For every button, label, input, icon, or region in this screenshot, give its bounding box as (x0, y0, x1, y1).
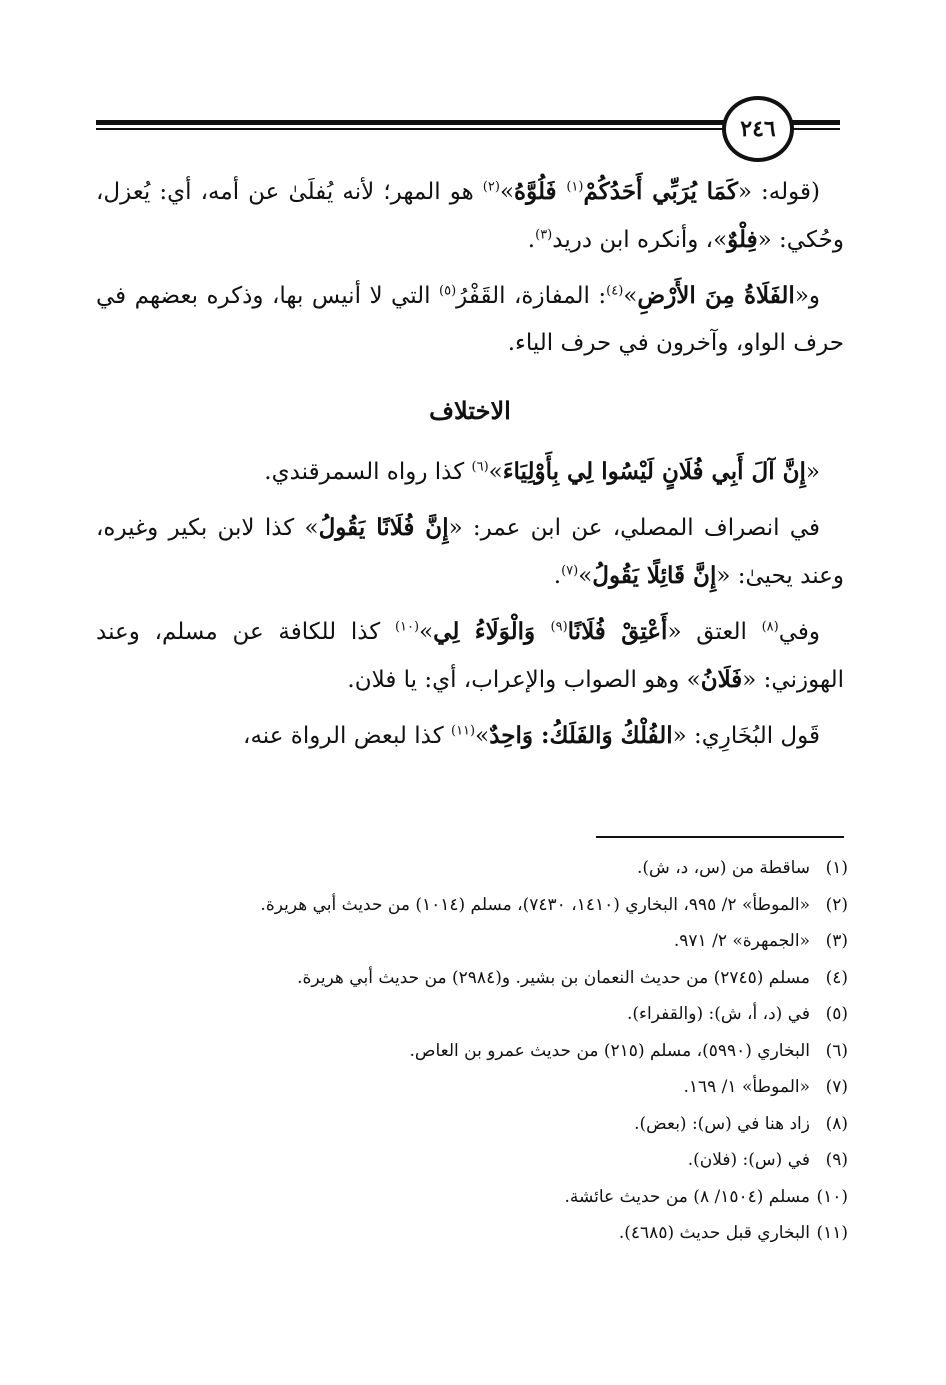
hadith-quote: وَالْوَلَاءُ لِي (433, 618, 551, 645)
footnote-number: (١١) (816, 1223, 848, 1243)
footnote-ref: (١) (566, 179, 584, 195)
footnote-number: (١٠) (816, 1186, 848, 1207)
text: » (488, 459, 503, 485)
text: » (419, 619, 434, 645)
text: كذا لبعض الرواة عنه، (243, 723, 451, 749)
footnote-ref: (١٠) (394, 619, 420, 635)
footnote-text: زاد هنا في (س): (بعض). (634, 1113, 810, 1134)
footnote-text: في (د، أ، ش): (والقفراء). (627, 1004, 810, 1024)
footnote-text: ساقطة من (س، د، ش). (637, 858, 810, 878)
hadith-quote: فِلْوٌ (727, 226, 758, 253)
footnote-ref: (٨) (761, 619, 779, 635)
hadith-quote: أَعْتِقْ فُلَانًا (567, 618, 668, 645)
text: التي لا أنيس بها، وذكره بعضهم في حرف الواو، وآخرون في حرف الياء. (96, 283, 844, 356)
footnote-number: (٨) (825, 1113, 848, 1134)
hadith-quote: الفَلَاةُ مِنَ الأَرْضِ (637, 282, 795, 309)
footnote (96, 887, 848, 924)
text: » (578, 563, 593, 589)
page-number: ٢٤٦ (722, 96, 794, 162)
text: . (553, 563, 562, 589)
footnote-text: مسلم (٢٧٤٥) من حديث النعمان بن بشير. و(٢٩٨٤) من حديث أبي هريرة. (297, 967, 810, 988)
text: وفي (778, 619, 821, 645)
footnote-ref: (٧) (561, 563, 579, 579)
hadith-quote: إِنَّ قَائِلًا يَقُولُ (592, 562, 717, 589)
footnote-text: في (س): (فلان). (687, 1150, 810, 1170)
footnote-ref: (٩) (550, 619, 568, 635)
footnote-text: «الموطأ» ١/ ١٦٩. (683, 1077, 810, 1097)
hadith-quote: فَلَانُ (700, 666, 743, 693)
text: « (805, 459, 820, 485)
footnote (96, 996, 848, 1033)
footnote-text: «الجمهرة» ٢/ ٩٧١. (673, 931, 810, 951)
text: » (499, 179, 515, 205)
footnote-ref: (٦) (471, 459, 489, 475)
footnote-ref: (١١) (450, 723, 476, 739)
footnote (96, 1215, 848, 1252)
text: في انصراف المصلي، عن ابن عمر: « (448, 515, 820, 541)
footnote-text: «الموطأ» ٢/ ٩٩٥، البخاري (١٤١٠، ٧٤٣٠)، مسلم (١٠١٤) من حديث أبي هريرة. (260, 894, 810, 915)
footnote-ref: (٣) (535, 227, 553, 243)
footnote-number: (٢) (825, 894, 848, 915)
footnote (96, 960, 848, 997)
text: »، وأنكره ابن دريد (552, 227, 728, 253)
text: : المفازة، القَفْرُ (456, 283, 607, 309)
footnote (96, 1069, 848, 1106)
text: كذا رواه السمرقندي. (264, 459, 472, 485)
text: . (527, 227, 536, 253)
paragraph (96, 608, 844, 704)
paragraph (96, 448, 844, 496)
text: هو المهر؛ لأنه يُفلَىٰ عن أمه، أي: يُعزل، وحُكي: « (96, 179, 844, 253)
footnote (96, 1142, 848, 1179)
text: (قوله: « (737, 179, 820, 205)
footnotes-list (96, 850, 848, 1252)
text: كذا للكافة عن مسلم، وعند الهوزني: « (96, 619, 844, 693)
footnote-number: (٤) (825, 967, 848, 988)
hadith-quote: الفُلْكُ وَالفَلَكُ: وَاحِدٌ (489, 722, 673, 749)
footnote-number: (١) (825, 858, 848, 878)
footnote (96, 850, 848, 887)
footnote-ref: (٥) (439, 283, 457, 299)
footnote-number: (٩) (825, 1150, 848, 1170)
hadith-quote: فَلُوَّهُ (514, 178, 567, 205)
paragraph (96, 712, 844, 760)
footnote-text: البخاري (٥٩٩٠)، مسلم (٢١٥) من حديث عمرو بن العاص. (409, 1040, 810, 1061)
hadith-quote: إِنَّ فُلَانًا يَقُولُ (318, 514, 449, 541)
footnote-number: (٦) (825, 1040, 848, 1061)
footnote-ref: (٤) (606, 283, 624, 299)
text: قَول البُخَارِي: « (672, 723, 820, 749)
paragraph (96, 504, 844, 600)
footnote-ref: (٢) (482, 179, 500, 195)
text: العتق « (667, 619, 762, 645)
section-heading: الاختلاف (429, 396, 511, 425)
hadith-quote: إِنَّ آلَ أَبِي فُلَانٍ لَيْسُوا لِي بِأَوْلِيَاءَ (502, 458, 806, 485)
footnote (96, 1033, 848, 1070)
footnote-text: البخاري قبل حديث (٤٦٨٥). (618, 1223, 810, 1243)
footnote (96, 1179, 848, 1216)
hadith-quote: كَمَا يُرَبِّي أَحَدُكُمْ (583, 178, 738, 205)
footnote-number: (٥) (825, 1004, 848, 1024)
paragraph (96, 272, 844, 367)
text: » (623, 283, 638, 309)
footnote (96, 1106, 848, 1143)
text: » كذا لابن بكير وغيره، وعند يحيىٰ: « (96, 515, 844, 589)
footnote (96, 923, 848, 960)
footnote-text: مسلم (١٥٠٤/ ٨) من حديث عائشة. (564, 1186, 810, 1207)
footnote-number: (٣) (825, 931, 848, 951)
paragraph (96, 168, 844, 264)
footnote-number: (٧) (825, 1077, 848, 1097)
text: » (475, 723, 490, 749)
main-text (96, 168, 844, 768)
text: و« (794, 283, 820, 309)
text: » وهو الصواب والإعراب، أي: يا فلان. (347, 667, 701, 693)
footnote-separator (596, 836, 844, 838)
